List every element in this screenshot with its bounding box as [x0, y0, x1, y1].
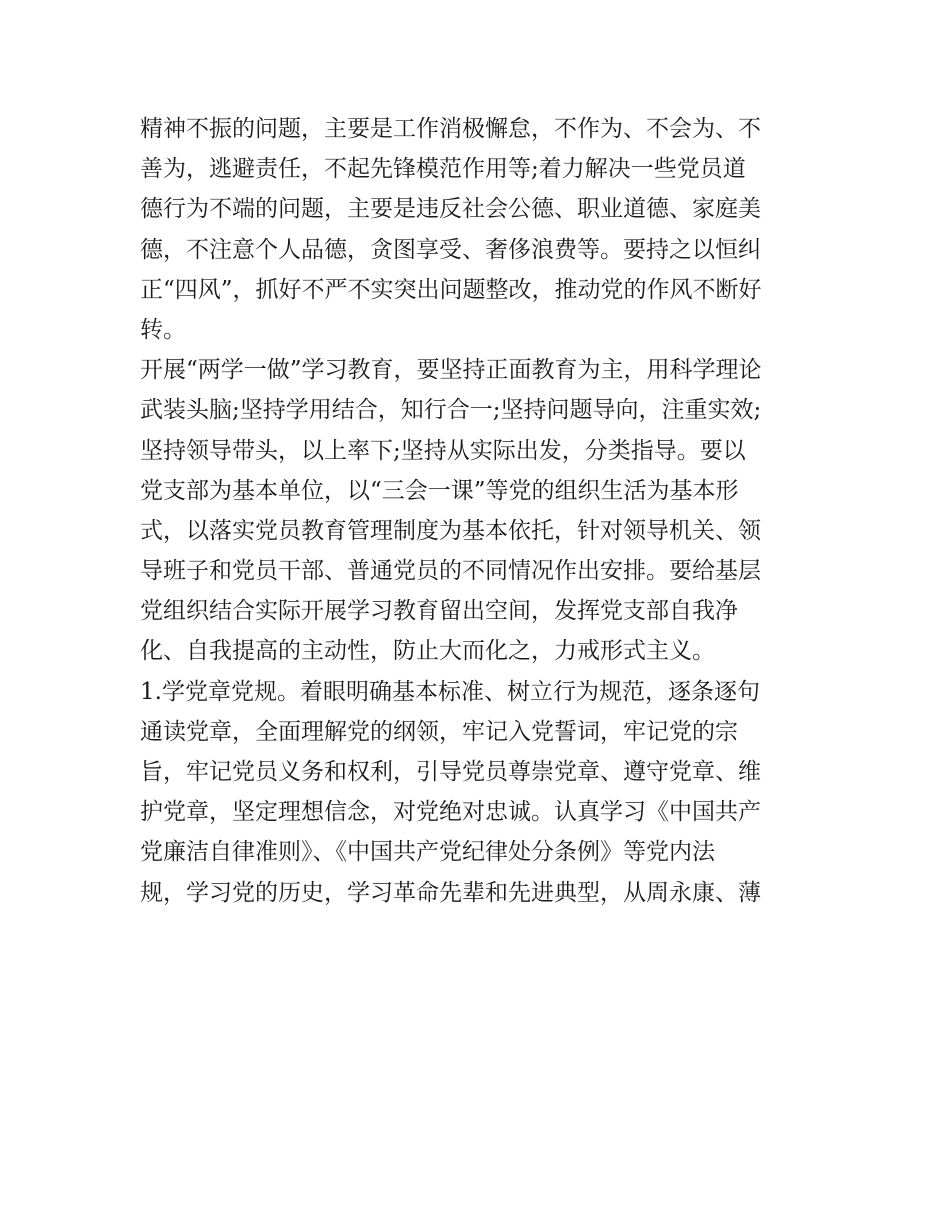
text-line: 开展“两学一做”学习教育，要坚持正面教育为主，用科学理论	[140, 357, 762, 384]
text-line: 德，不注意个人品德，贪图享受、奢侈浪费等。要持之以恒纠	[140, 236, 761, 263]
text-line: 转。	[140, 316, 186, 343]
text-line: 武装头脑;坚持学用结合，知行合一;坚持问题导向，注重实效;	[140, 397, 762, 424]
body-text	[140, 109, 820, 913]
text-line: 护党章，坚定理想信念，对党绝对忠诚。认真学习《中国共产	[140, 799, 761, 826]
text-line: 正“四风”，抓好不严不实突出问题整改，推动党的作风不断好	[140, 276, 762, 303]
text-line: 化、自我提高的主动性，防止大而化之，力戒形式主义。	[140, 638, 715, 665]
text-line: 1.学党章党规。着眼明确基本标准、树立行为规范，逐条逐句	[140, 678, 760, 705]
text-line: 式，以落实党员教育管理制度为基本依托，针对领导机关、领	[140, 517, 761, 544]
text-line: 导班子和党员干部、普通党员的不同情况作出安排。要给基层	[140, 558, 761, 585]
text-line: 精神不振的问题，主要是工作消极懈怠，不作为、不会为、不	[140, 116, 761, 142]
text-line: 旨，牢记党员义务和权利，引导党员尊崇党章、遵守党章、维	[140, 759, 761, 785]
text-line: 坚持领导带头，以上率下;坚持从实际出发，分类指导。要以	[140, 437, 746, 464]
text-line: 党组织结合实际开展学习教育留出空间，发挥党支部自我净	[140, 598, 738, 625]
text-line: 善为，逃避责任，不起先锋模范作用等;着力解决一些党员道	[140, 156, 746, 183]
text-line: 德行为不端的问题，主要是违反社会公德、职业道德、家庭美	[140, 196, 761, 223]
text-line: 党廉洁自律准则》、《中国共产党纪律处分条例》等党内法	[140, 839, 715, 866]
text-line: 通读党章，全面理解党的纲领，牢记入党誓词，牢记党的宗	[140, 718, 738, 745]
text-line: 规，学习党的历史，学习革命先辈和先进典型，从周永康、薄	[140, 879, 761, 906]
text-line: 党支部为基本单位，以“三会一课”等党的组织生活为基本形	[140, 477, 739, 504]
